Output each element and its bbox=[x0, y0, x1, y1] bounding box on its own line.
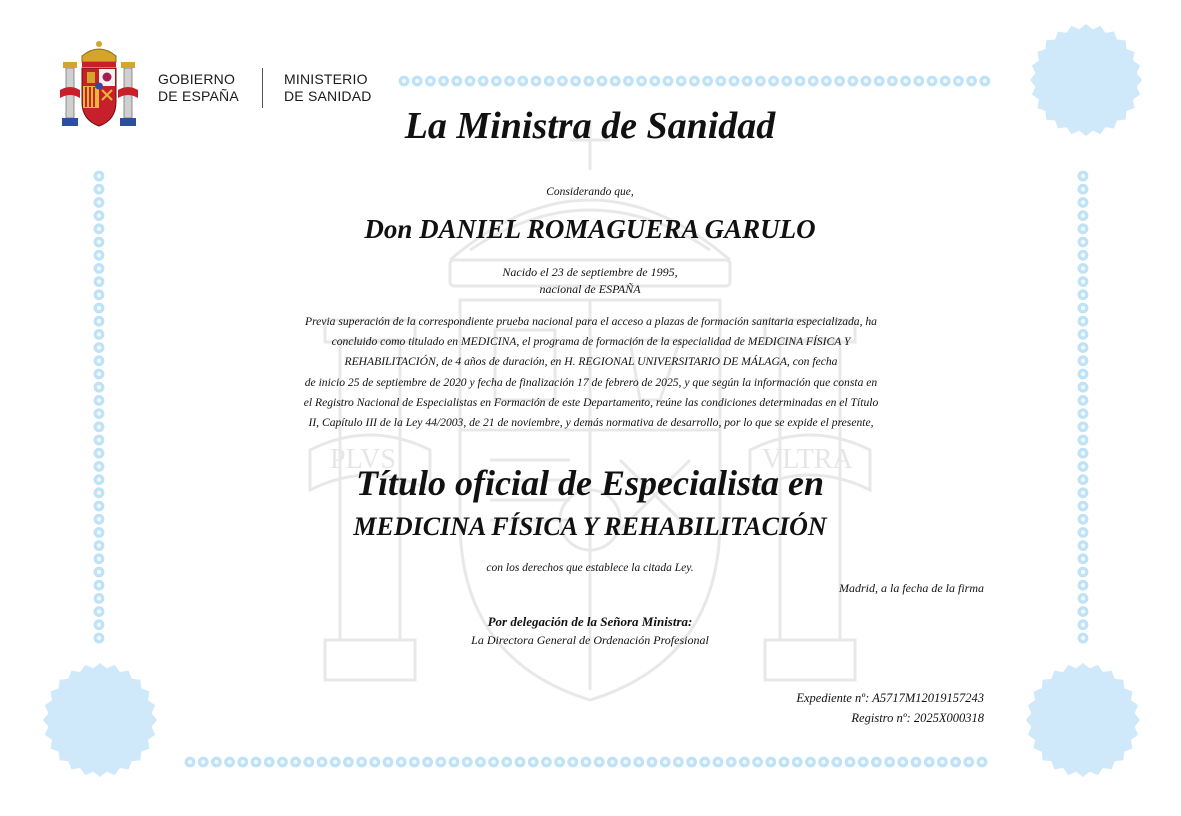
border-dot-center bbox=[333, 760, 337, 764]
border-dot-center bbox=[97, 623, 101, 627]
border-dot-center bbox=[491, 760, 495, 764]
border-dot-center bbox=[940, 760, 944, 764]
border-dot-center bbox=[666, 79, 670, 83]
border-dot-center bbox=[811, 79, 815, 83]
border-dot-center bbox=[97, 451, 101, 455]
border-dot-center bbox=[560, 79, 564, 83]
border-dot-center bbox=[97, 517, 101, 521]
border-dot-center bbox=[587, 79, 591, 83]
border-dot-center bbox=[505, 760, 509, 764]
border-dot-center bbox=[97, 609, 101, 613]
border-dot-center bbox=[97, 266, 101, 270]
border-dot-center bbox=[386, 760, 390, 764]
border-dot-center bbox=[1081, 372, 1085, 376]
border-dot-center bbox=[1081, 187, 1085, 191]
border-dot-center bbox=[742, 760, 746, 764]
border-dot-center bbox=[97, 279, 101, 283]
body-line: Previa superación de la correspondiente prueba nacional para el acceso a plazas de formación sanitaria especializada, ha bbox=[305, 315, 877, 328]
border-dot-center bbox=[97, 227, 101, 231]
border-dot-center bbox=[97, 570, 101, 574]
body-line: concluido como titulado en MEDICINA, el programa de formación de la especialidad de MEDICINA FÍSICA Y bbox=[331, 335, 851, 349]
border-dot-center bbox=[837, 79, 841, 83]
title-heading: Título oficial de Especialista en bbox=[356, 463, 824, 503]
border-dot-center bbox=[97, 477, 101, 481]
border-dot-center bbox=[97, 240, 101, 244]
border-dot-center bbox=[402, 79, 406, 83]
border-dot-center bbox=[1081, 596, 1085, 600]
border-dot-center bbox=[412, 760, 416, 764]
border-dot-center bbox=[521, 79, 525, 83]
birth-line: Nacido el 23 de septiembre de 1995, bbox=[502, 265, 678, 279]
border-dot-center bbox=[573, 79, 577, 83]
border-dot-center bbox=[478, 760, 482, 764]
border-dot-center bbox=[346, 760, 350, 764]
watermark-motto-right: VLTRA bbox=[762, 444, 853, 475]
border-dot-center bbox=[320, 760, 324, 764]
border-dot-center bbox=[808, 760, 812, 764]
coat-of-arms-icon bbox=[60, 40, 138, 135]
border-dot-center bbox=[1081, 266, 1085, 270]
border-dot-center bbox=[1081, 451, 1085, 455]
border-dot-center bbox=[1081, 293, 1085, 297]
border-dot-center bbox=[97, 385, 101, 389]
border-dot-center bbox=[943, 79, 947, 83]
border-dot-center bbox=[716, 760, 720, 764]
logo-divider bbox=[262, 68, 263, 108]
border-dot-center bbox=[1081, 623, 1085, 627]
border-dot-center bbox=[97, 583, 101, 587]
border-dot-center bbox=[97, 200, 101, 204]
border-dot-center bbox=[1081, 570, 1085, 574]
border-dot-center bbox=[97, 425, 101, 429]
border-dot-center bbox=[1081, 609, 1085, 613]
border-dot-center bbox=[745, 79, 749, 83]
border-dot-center bbox=[1081, 306, 1085, 310]
border-dot-center bbox=[428, 79, 432, 83]
border-dot-center bbox=[1081, 213, 1085, 217]
border-dot-center bbox=[534, 79, 538, 83]
border-dot-center bbox=[544, 760, 548, 764]
border-dot-center bbox=[97, 438, 101, 442]
border-dot-center bbox=[97, 530, 101, 534]
border-dot-center bbox=[1081, 517, 1085, 521]
border-dot-center bbox=[613, 79, 617, 83]
border-dot-center bbox=[1081, 345, 1085, 349]
border-dot-center bbox=[719, 79, 723, 83]
border-dot-center bbox=[188, 760, 192, 764]
border-dot-center bbox=[1081, 543, 1085, 547]
border-dot-center bbox=[653, 79, 657, 83]
border-dot-center bbox=[97, 332, 101, 336]
body-line: REHABILITACIÓN, de 4 años de duración, en H. REGIONAL UNIVERSITARIO DE MÁLAGA, con fecha bbox=[344, 355, 838, 369]
border-dot-center bbox=[97, 213, 101, 217]
border-dot-center bbox=[623, 760, 627, 764]
border-dot-center bbox=[1081, 319, 1085, 323]
border-dot-center bbox=[227, 760, 231, 764]
border-dot-center bbox=[626, 79, 630, 83]
border-dot-center bbox=[1081, 398, 1085, 402]
border-dot-center bbox=[851, 79, 855, 83]
border-dot-center bbox=[729, 760, 733, 764]
border-dot-center bbox=[956, 79, 960, 83]
considering-line: Considerando que, bbox=[546, 186, 634, 198]
border-dot-center bbox=[877, 79, 881, 83]
border-dot-center bbox=[293, 760, 297, 764]
border-dot-center bbox=[1081, 359, 1085, 363]
border-dot-center bbox=[97, 491, 101, 495]
border-dot-center bbox=[97, 636, 101, 640]
border-dot-center bbox=[1081, 332, 1085, 336]
body-line: de inicio 25 de septiembre de 2020 y fecha de finalización 17 de febrero de 2025, y que según la información que consta en bbox=[304, 375, 878, 389]
nationality-line: nacional de ESPAÑA bbox=[539, 282, 641, 296]
border-dot-center bbox=[930, 79, 934, 83]
corner-seal-top-right bbox=[1030, 24, 1142, 136]
ministry-line-2: DE SANIDAD bbox=[284, 88, 372, 104]
specialty-name: MEDICINA FÍSICA Y REHABILITACIÓN bbox=[353, 512, 827, 541]
delegation-heading: Por delegación de la Señora Ministra: bbox=[487, 614, 693, 629]
border-dot-center bbox=[887, 760, 891, 764]
border-dot-center bbox=[97, 345, 101, 349]
border-dot-center bbox=[689, 760, 693, 764]
border-dot-center bbox=[425, 760, 429, 764]
border-dot-center bbox=[861, 760, 865, 764]
border-dot-center bbox=[97, 253, 101, 257]
border-dot-center bbox=[1081, 253, 1085, 257]
border-dot-center bbox=[1081, 464, 1085, 468]
border-dot-center bbox=[795, 760, 799, 764]
border-dot-center bbox=[373, 760, 377, 764]
border-dot-center bbox=[901, 760, 905, 764]
gov-line-1: GOBIERNO bbox=[158, 71, 236, 87]
border-dot-center bbox=[97, 187, 101, 191]
place-date: Madrid, a la fecha de la firma bbox=[839, 581, 984, 595]
border-dot-center bbox=[692, 79, 696, 83]
border-dot-center bbox=[824, 79, 828, 83]
border-dot-center bbox=[983, 79, 987, 83]
border-dot-center bbox=[864, 79, 868, 83]
border-dot-center bbox=[455, 79, 459, 83]
border-dot-center bbox=[980, 760, 984, 764]
border-dot-center bbox=[1081, 411, 1085, 415]
border-dot-center bbox=[531, 760, 535, 764]
border-dot-center bbox=[97, 596, 101, 600]
border-dot-center bbox=[663, 760, 667, 764]
border-dot-center bbox=[798, 79, 802, 83]
border-dot-center bbox=[452, 760, 456, 764]
border-dot-center bbox=[676, 760, 680, 764]
authority-title: La Ministra de Sanidad bbox=[404, 105, 776, 147]
border-dot-center bbox=[600, 79, 604, 83]
registro-number: Registro nº: 2025X000318 bbox=[851, 711, 984, 725]
border-dot-center bbox=[1081, 227, 1085, 231]
border-dot-center bbox=[359, 760, 363, 764]
border-dot-center bbox=[927, 760, 931, 764]
border-dot-center bbox=[1081, 557, 1085, 561]
border-dot-center bbox=[254, 760, 258, 764]
border-dot-center bbox=[1081, 491, 1085, 495]
border-dot-center bbox=[769, 760, 773, 764]
border-dot-center bbox=[97, 543, 101, 547]
border-dot-center bbox=[507, 79, 511, 83]
border-dot-center bbox=[967, 760, 971, 764]
border-dot-center bbox=[280, 760, 284, 764]
border-dot-center bbox=[97, 557, 101, 561]
border-dot-center bbox=[953, 760, 957, 764]
border-dot-center bbox=[1081, 438, 1085, 442]
border-dot-center bbox=[1081, 385, 1085, 389]
border-dot-center bbox=[481, 79, 485, 83]
border-dot-center bbox=[97, 174, 101, 178]
ministry-line-1: MINISTERIO bbox=[284, 71, 368, 87]
border-dot-center bbox=[97, 398, 101, 402]
border-dot-center bbox=[821, 760, 825, 764]
body-line: II, Capítulo III de la Ley 44/2003, de 21 de noviembre, y demás normativa de desarrollo, por lo que se expide el presente, bbox=[308, 416, 874, 430]
border-dot-center bbox=[1081, 583, 1085, 587]
border-dot-center bbox=[584, 760, 588, 764]
border-dot-center bbox=[597, 760, 601, 764]
border-dot-center bbox=[571, 760, 575, 764]
border-dot-center bbox=[1081, 240, 1085, 244]
border-dot-center bbox=[1081, 530, 1085, 534]
border-dot-center bbox=[1081, 200, 1085, 204]
border-dot-center bbox=[835, 760, 839, 764]
border-dot-center bbox=[547, 79, 551, 83]
border-dot-center bbox=[97, 293, 101, 297]
border-dot-center bbox=[917, 79, 921, 83]
border-dot-center bbox=[914, 760, 918, 764]
border-dot-center bbox=[97, 319, 101, 323]
border-dot-center bbox=[557, 760, 561, 764]
border-dot-center bbox=[494, 79, 498, 83]
border-dot-center bbox=[782, 760, 786, 764]
border-dot-center bbox=[97, 464, 101, 468]
border-dot-center bbox=[890, 79, 894, 83]
border-dot-center bbox=[97, 504, 101, 508]
border-dot-center bbox=[732, 79, 736, 83]
border-dot-center bbox=[307, 760, 311, 764]
holder-name: Don DANIEL ROMAGUERA GARULO bbox=[364, 214, 816, 244]
border-dot-center bbox=[639, 79, 643, 83]
border-dot-center bbox=[468, 79, 472, 83]
border-dot-center bbox=[771, 79, 775, 83]
border-dot-center bbox=[241, 760, 245, 764]
border-dot-center bbox=[1081, 279, 1085, 283]
border-dot-center bbox=[441, 79, 445, 83]
border-dot-center bbox=[758, 79, 762, 83]
gov-line-2: DE ESPAÑA bbox=[158, 88, 239, 104]
border-dot-center bbox=[439, 760, 443, 764]
border-dot-center bbox=[465, 760, 469, 764]
border-dot-center bbox=[267, 760, 271, 764]
border-dot-center bbox=[1081, 425, 1085, 429]
delegation-official: La Directora General de Ordenación Profesional bbox=[471, 633, 709, 647]
border-dot-center bbox=[705, 79, 709, 83]
border-dot-center bbox=[399, 760, 403, 764]
border-dot-center bbox=[1081, 174, 1085, 178]
border-dot-center bbox=[610, 760, 614, 764]
body-line: el Registro Nacional de Especialistas en Formación de este Departamento, reúne las condiciones determinadas en el Título bbox=[303, 395, 879, 409]
border-dot-center bbox=[848, 760, 852, 764]
border-dot-center bbox=[903, 79, 907, 83]
border-dot-center bbox=[1081, 504, 1085, 508]
border-dot-center bbox=[415, 79, 419, 83]
border-dot-center bbox=[214, 760, 218, 764]
border-dot-center bbox=[97, 411, 101, 415]
border-dot-center bbox=[969, 79, 973, 83]
border-dot-center bbox=[97, 306, 101, 310]
corner-seal-bottom-right bbox=[1026, 663, 1140, 777]
rights-line: con los derechos que establece la citada Ley. bbox=[486, 562, 694, 574]
border-dot-center bbox=[97, 359, 101, 363]
border-dot-center bbox=[755, 760, 759, 764]
border-dot-center bbox=[785, 79, 789, 83]
border-dot-center bbox=[703, 760, 707, 764]
border-dot-center bbox=[518, 760, 522, 764]
border-dot-center bbox=[97, 372, 101, 376]
corner-seal-bottom-left bbox=[43, 663, 157, 777]
border-dot-center bbox=[874, 760, 878, 764]
body-paragraph bbox=[246, 312, 936, 433]
border-dot-center bbox=[1081, 477, 1085, 481]
border-dot-center bbox=[637, 760, 641, 764]
border-dot-center bbox=[650, 760, 654, 764]
border-dot-center bbox=[201, 760, 205, 764]
border-dot-center bbox=[1081, 636, 1085, 640]
border-dot-center bbox=[679, 79, 683, 83]
watermark-motto-left: PLVS bbox=[330, 444, 396, 475]
expediente-number: Expediente nº: A5717M12019157243 bbox=[796, 691, 984, 705]
